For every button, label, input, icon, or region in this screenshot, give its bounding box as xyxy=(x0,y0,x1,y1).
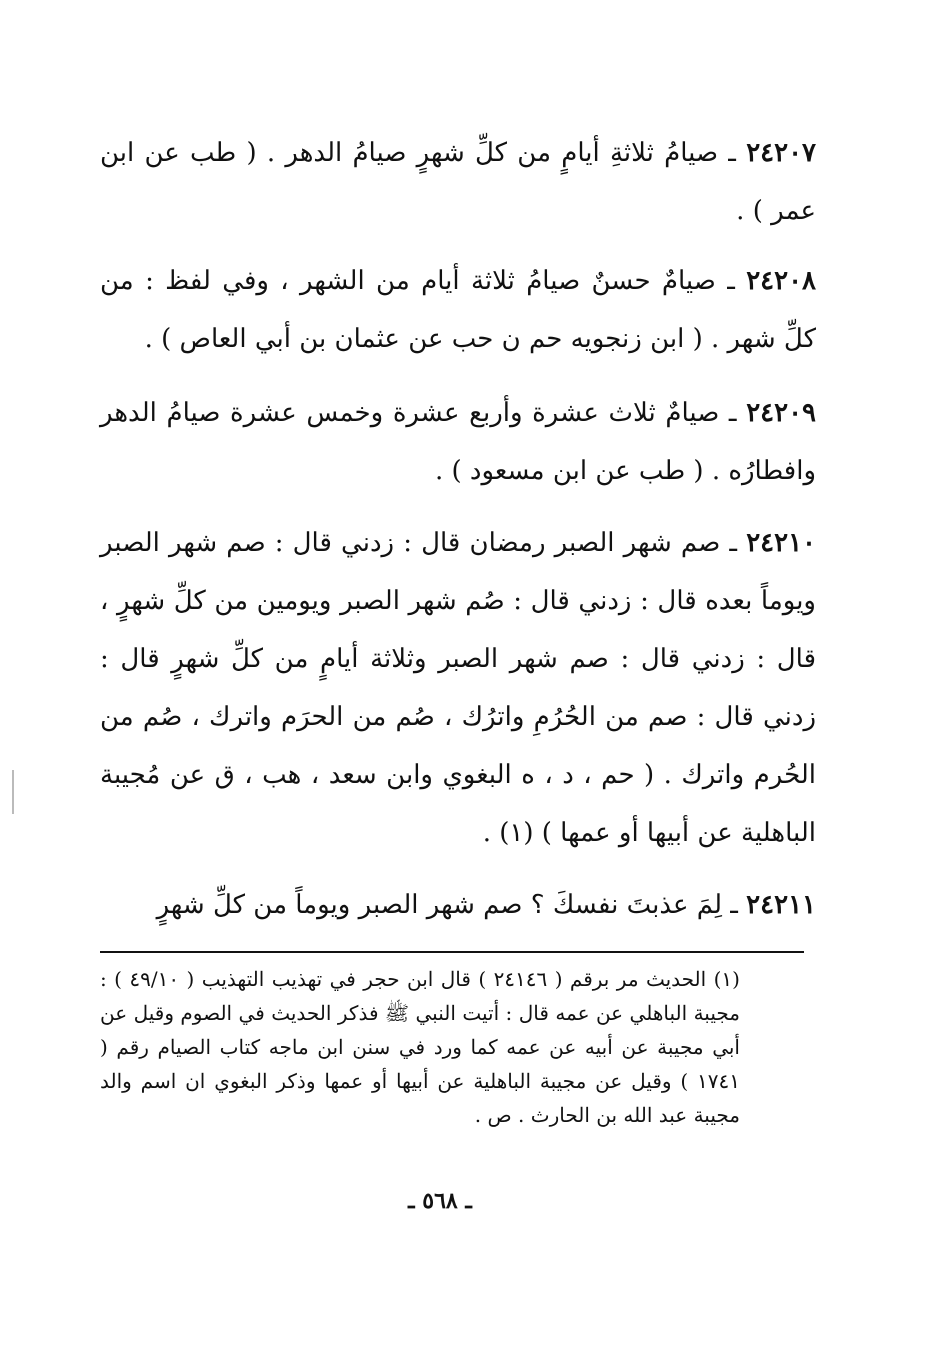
footnote xyxy=(100,962,740,1132)
footnote-divider xyxy=(100,951,804,953)
hadith-text: ـ صيامٌ حسنٌ صيامُ ثلاثة أيام من الشهر ، وفي لفظ : من كلِّ شهر . ( ابن زنجويه حم ن حب عن عثمان بن أبي العاص ) . xyxy=(100,266,816,354)
footnote-text: (١) الحديث مر برقم ( ٢٤١٤٦ ) قال ابن حجر في تهذيب التهذيب ( ٤٩/١٠ ) : مجيبة الباهلي عن عمه قال : أتيت النبي ﷺ فذكر الحديث في الصوم وقيل عن أبي مجيبة عن أبيه عن عمه كما ورد في سنن ابن ماجه كتاب الصيام رقم ( ١٧٤١ ) وقيل عن مجيبة الباهلية عن أبيها أو عمها وذكر البغوي ان اسم والد مجيبة عبد الله بن الحارث . ص . xyxy=(100,967,740,1127)
hadith-entry xyxy=(100,252,816,368)
hadith-entry xyxy=(100,384,816,500)
hadith-entry xyxy=(100,514,816,862)
hadith-text: ـ صم شهر الصبر رمضان قال : زدني قال : صم شهر الصبر ويوماً بعده قال : زدني قال : صُم شهر الصبر ويومين من كلِّ شهرٍ ، قال : زدني قال : صم شهر الصبر وثلاثة أيامٍ من كلِّ شهرٍ قال : زدني قال : صم من الحُرُمِ واترُك ، صُم من الحرَم واترك ، صُم من الحُرم واترك . ( حم ، د ، ه البغوي وابن سعد ، هب ، ق عن مُجيبة الباهلية عن أبيها أو عمها ) (١) . xyxy=(100,528,816,848)
hadith-number: ٢٤٢٠٧ xyxy=(746,138,817,168)
hadith-text: ـ لِمَ عذبتَ نفسكَ ؟ صم شهر الصبر ويوماً من كلِّ شهرٍ xyxy=(156,890,738,920)
hadith-text: ـ صيامُ ثلاثةِ أيامٍ من كلِّ شهرٍ صيامُ الدهر . ( طب عن ابن عمر ) . xyxy=(100,138,816,226)
hadith-entry xyxy=(100,124,816,240)
hadith-entry xyxy=(100,876,816,934)
page-number: ـ ٥٦٨ ـ xyxy=(408,1188,472,1214)
hadith-number: ٢٤٢٠٩ xyxy=(746,398,817,428)
hadith-number: ٢٤٢١٠ xyxy=(746,528,817,558)
hadith-number: ٢٤٢٠٨ xyxy=(746,266,817,296)
margin-mark xyxy=(12,770,14,814)
hadith-text: ـ صيامٌ ثلاث عشرة وأربع عشرة وخمس عشرة صيامُ الدهر وافطارُه . ( طب عن ابن مسعود ) . xyxy=(100,398,816,486)
hadith-number: ٢٤٢١١ xyxy=(746,890,816,920)
